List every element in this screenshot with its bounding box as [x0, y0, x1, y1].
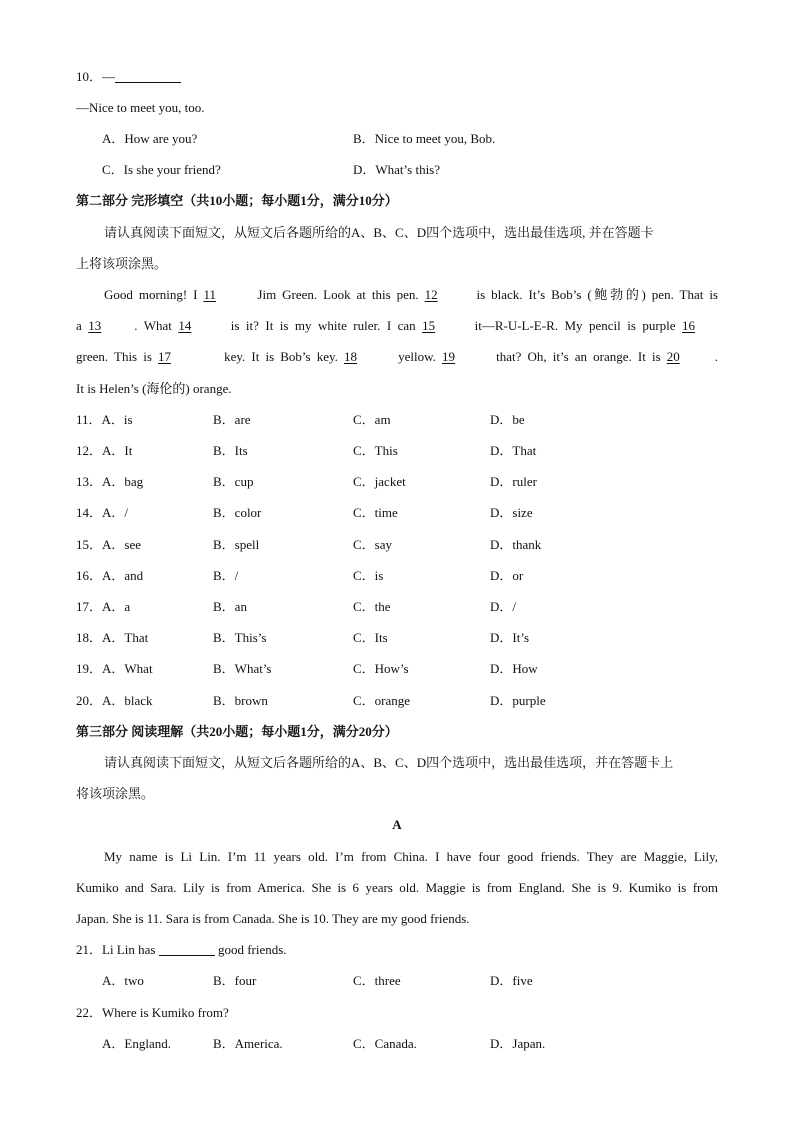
question-number: 19． — [76, 661, 103, 676]
option-d: D．It’s — [490, 630, 530, 645]
q21-answer-blank — [159, 942, 215, 956]
q22-option-b: B．America. — [213, 1036, 283, 1051]
question-number: 12． — [76, 443, 103, 458]
option-c: C．the — [353, 599, 391, 614]
cloze-blank-12: 12 — [424, 287, 438, 302]
cloze-blank-19: 19 — [442, 349, 456, 364]
question-number: 13． — [76, 474, 103, 489]
option-a: A．black — [102, 693, 153, 708]
option-a: A．/ — [102, 505, 129, 520]
q10-answer-blank — [115, 69, 181, 83]
option-b: B．color — [213, 505, 262, 520]
question-number: 16． — [76, 568, 103, 583]
option-b: B．an — [213, 599, 247, 614]
part2-instruction-line1: 请认真阅读下面短文，从短文后各题所给的A、B、C、D四个选项中，选出最佳选项, 并在答题卡 — [104, 225, 654, 240]
option-c: C．say — [353, 537, 393, 552]
option-b: B．Its — [213, 443, 248, 458]
cloze-blank-15: 15 — [422, 318, 436, 333]
option-b: B．cup — [213, 474, 254, 489]
cloze-passage-line3: green. This is 17 key. It is Bob’s key. 18 yellow. 19 that? Oh, it’s an orange. It is 20 . — [76, 349, 718, 364]
cloze-passage-line2: a 13 . What 14 is it? It is my white ruler. I can 15 it—R-U-L-E-R. My pencil is purple 16 — [76, 317, 718, 335]
option-b: B．/ — [213, 568, 239, 583]
q10-stem — [76, 68, 181, 86]
option-a: A．and — [102, 568, 144, 583]
option-b: B．spell — [213, 537, 260, 552]
question-number: 11． — [76, 412, 102, 427]
option-c: C．This — [353, 443, 398, 458]
q10-option-b: B．Nice to meet you, Bob. — [353, 131, 496, 146]
q22-option-a: A．England. — [102, 1036, 171, 1051]
option-c: C．jacket — [353, 474, 406, 489]
q22-stem: 22．Where is Kumiko from? — [76, 1005, 229, 1020]
cloze-blank-16: 16 — [682, 318, 696, 333]
part2-title: 第二部分 完形填空（共10小题；每小题1分，满分10分） — [76, 193, 398, 208]
option-c: C．How’s — [353, 661, 409, 676]
q10-option-a: A．How are you? — [102, 131, 198, 146]
reading-passage-line2: Kumiko and Sara. Lily is from America. She is 6 years old. Maggie is from England. She is 9. Kumiko is from — [76, 880, 718, 895]
option-d: D．ruler — [490, 474, 537, 489]
option-d: D．size — [490, 505, 533, 520]
option-d: D．be — [490, 412, 525, 427]
question-number: 15． — [76, 537, 103, 552]
option-a: A．see — [102, 537, 142, 552]
q21-option-c: C．three — [353, 973, 401, 988]
q21-stem: 21．Li Lin has good friends. — [76, 942, 287, 957]
option-a: A．a — [102, 599, 131, 614]
reading-passage-line3: Japan. She is 11. Sara is from Canada. She is 10. They are my good friends. — [76, 911, 470, 926]
cloze-blank-20: 20 — [666, 349, 680, 364]
option-a: A．That — [102, 630, 149, 645]
question-number: 14． — [76, 505, 103, 520]
q21-option-d: D．five — [490, 973, 533, 988]
part3-instruction-line2: 将该项涂黑。 — [76, 786, 155, 801]
option-b: B．This’s — [213, 630, 267, 645]
option-b: B．are — [213, 412, 251, 427]
option-d: D．/ — [490, 599, 517, 614]
q10-number: 10．— — [76, 69, 116, 84]
option-a: A．What — [102, 661, 153, 676]
q21-option-b: B．four — [213, 973, 257, 988]
option-d: D．or — [490, 568, 524, 583]
q21-option-a: A．two — [102, 973, 144, 988]
option-c: C．is — [353, 568, 384, 583]
option-a: A．bag — [102, 474, 144, 489]
cloze-passage-line4: It is Helen’s (海伦的) orange. — [76, 381, 232, 396]
q10-option-c: C．Is she your friend? — [102, 162, 221, 177]
reading-section-heading: A — [392, 817, 402, 832]
part3-title: 第三部分 阅读理解（共20小题；每小题1分，满分20分） — [76, 724, 398, 739]
reading-passage-line1: My name is Li Lin. I’m 11 years old. I’m from China. I have four good friends. They are Maggie, Lily, — [104, 849, 718, 864]
option-c: C．am — [353, 412, 391, 427]
part2-instruction-line2: 上将该项涂黑。 — [76, 256, 168, 271]
q10-reply: —Nice to meet you, too. — [76, 100, 205, 115]
question-number: 18． — [76, 630, 103, 645]
option-b: B．What’s — [213, 661, 272, 676]
q22-option-c: C．Canada. — [353, 1036, 417, 1051]
option-d: D．That — [490, 443, 537, 458]
cloze-blank-11: 11 — [203, 287, 216, 302]
option-d: D．thank — [490, 537, 542, 552]
option-a: A．It — [102, 443, 133, 458]
cloze-blank-18: 18 — [344, 349, 358, 364]
option-c: C．orange — [353, 693, 411, 708]
cloze-passage-line1: Good morning! I 11 Jim Green. Look at this pen. 12 is black. It’s Bob’s (鲍勃的) pen. That is — [104, 287, 718, 302]
q10-option-d: D．What’s this? — [353, 162, 441, 177]
option-d: D．purple — [490, 693, 546, 708]
cloze-blank-13: 13 — [88, 318, 102, 333]
option-c: C．Its — [353, 630, 388, 645]
cloze-blank-17: 17 — [158, 349, 172, 364]
q22-option-d: D．Japan. — [490, 1036, 546, 1051]
question-number: 20． — [76, 693, 103, 708]
option-a: A．is — [101, 412, 133, 427]
option-c: C．time — [353, 505, 398, 520]
question-number: 17． — [76, 599, 103, 614]
part3-instruction-line1: 请认真阅读下面短文，从短文后各题所给的A、B、C、D四个选项中，选出最佳选项，并在答题卡上 — [104, 755, 674, 770]
cloze-blank-14: 14 — [178, 318, 192, 333]
option-d: D．How — [490, 661, 538, 676]
option-b: B．brown — [213, 693, 268, 708]
